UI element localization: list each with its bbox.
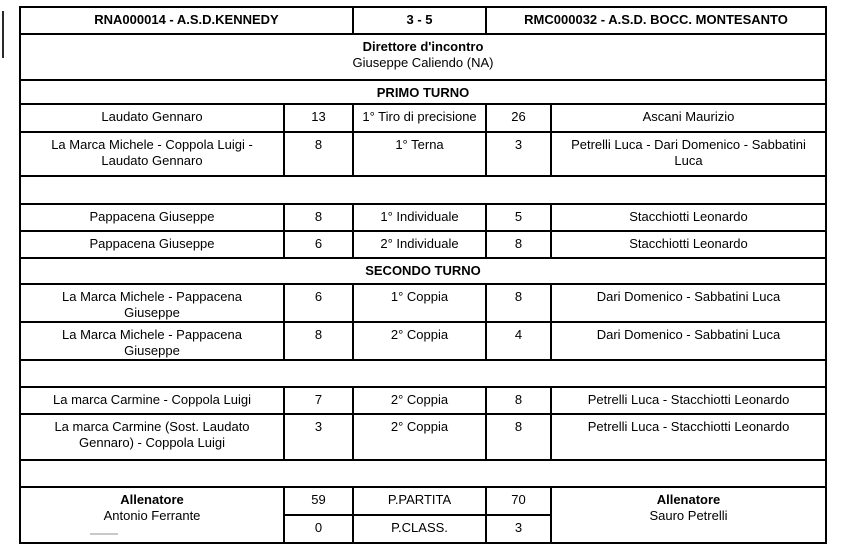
away-score-cell: 8	[486, 387, 551, 414]
home-coach-cell	[20, 487, 284, 543]
section-row-primo-turno	[20, 80, 826, 104]
referee-cell	[20, 34, 826, 80]
referee-row	[20, 34, 826, 80]
away-players-cell: Stacchiotti Leonardo	[551, 204, 826, 231]
away-players-cell: Dari Domenico - Sabbatini Luca	[551, 322, 826, 360]
home-team-cell: RNA000014 - A.S.D.KENNEDY	[20, 7, 353, 34]
away-coach-label: Allenatore	[656, 492, 721, 507]
match-row	[20, 284, 826, 322]
away-score-cell: 3	[486, 132, 551, 176]
away-coach-cell	[551, 487, 826, 543]
event-cell: 2° Coppia	[353, 414, 486, 460]
away-players-cell: Ascani Maurizio	[551, 104, 826, 132]
section-row-secondo-turno	[20, 258, 826, 284]
home-players-cell: La marca Carmine (Sost. Laudato Gennaro) - Coppola Luigi	[20, 414, 284, 460]
home-players-cell: La marca Carmine - Coppola Luigi	[20, 387, 284, 414]
home-players-cell: Pappacena Giuseppe	[20, 204, 284, 231]
away-players-cell: Petrelli Luca - Stacchiotti Leonardo	[551, 387, 826, 414]
empty-cell	[20, 360, 826, 387]
away-coach-name: Sauro Petrelli	[649, 508, 728, 523]
match-row	[20, 204, 826, 231]
empty-cell	[20, 460, 826, 487]
section-title-secondo-turno: SECONDO TURNO	[20, 258, 826, 284]
home-score-cell: 8	[284, 204, 353, 231]
home-score-cell: 6	[284, 284, 353, 322]
home-score-cell: 8	[284, 322, 353, 360]
away-score-cell: 26	[486, 104, 551, 132]
away-players-cell: Petrelli Luca - Dari Domenico - Sabbatini Luca	[551, 132, 826, 176]
match-row	[20, 132, 826, 176]
match-row	[20, 231, 826, 258]
match-header-row	[20, 7, 826, 34]
event-cell: 2° Coppia	[353, 387, 486, 414]
away-players-cell: Stacchiotti Leonardo	[551, 231, 826, 258]
match-score-cell: 3 - 5	[353, 7, 486, 34]
home-coach-name: Antonio Ferrante	[103, 508, 201, 523]
away-score-cell: 8	[486, 414, 551, 460]
match-report-table	[19, 6, 827, 544]
away-players-cell: Petrelli Luca - Stacchiotti Leonardo	[551, 414, 826, 460]
away-score-cell: 4	[486, 322, 551, 360]
home-score-cell: 13	[284, 104, 353, 132]
away-score-cell: 8	[486, 284, 551, 322]
event-cell: 1° Coppia	[353, 284, 486, 322]
partita-label: P.PARTITA	[353, 487, 486, 515]
away-partita-score: 70	[486, 487, 551, 515]
away-class-score: 3	[486, 515, 551, 543]
home-class-score: 0	[284, 515, 353, 543]
away-players-cell: Dari Domenico - Sabbatini Luca	[551, 284, 826, 322]
home-partita-score: 59	[284, 487, 353, 515]
home-players-cell: Pappacena Giuseppe	[20, 231, 284, 258]
away-score-cell: 5	[486, 204, 551, 231]
match-row	[20, 387, 826, 414]
footer-row-partita	[20, 487, 826, 515]
away-team-cell: RMC000032 - A.S.D. BOCC. MONTESANTO	[486, 7, 826, 34]
event-cell: 1° Individuale	[353, 204, 486, 231]
section-title-primo-turno: PRIMO TURNO	[20, 80, 826, 104]
home-score-cell: 3	[284, 414, 353, 460]
scan-edge-artifact	[2, 11, 4, 58]
event-cell: 2° Individuale	[353, 231, 486, 258]
class-label: P.CLASS.	[353, 515, 486, 543]
event-cell: 1° Terna	[353, 132, 486, 176]
home-players-cell: La Marca Michele - Pappacena Giuseppe	[20, 284, 284, 322]
match-row	[20, 414, 826, 460]
away-score-cell: 8	[486, 231, 551, 258]
home-coach-label: Allenatore	[120, 492, 184, 507]
home-score-cell: 7	[284, 387, 353, 414]
home-players-cell: Laudato Gennaro	[20, 104, 284, 132]
match-row	[20, 104, 826, 132]
event-cell: 1° Tiro di precisione	[353, 104, 486, 132]
home-score-cell: 6	[284, 231, 353, 258]
empty-row	[20, 460, 826, 487]
home-players-cell: La Marca Michele - Pappacena Giuseppe	[20, 322, 284, 360]
event-cell: 2° Coppia	[353, 322, 486, 360]
empty-row	[20, 176, 826, 204]
referee-title: Direttore d'incontro	[362, 39, 484, 54]
home-score-cell: 8	[284, 132, 353, 176]
empty-cell	[20, 176, 826, 204]
referee-name: Giuseppe Caliendo (NA)	[352, 55, 494, 70]
match-row	[20, 322, 826, 360]
home-players-cell: La Marca Michele - Coppola Luigi - Laudato Gennaro	[20, 132, 284, 176]
empty-row	[20, 360, 826, 387]
